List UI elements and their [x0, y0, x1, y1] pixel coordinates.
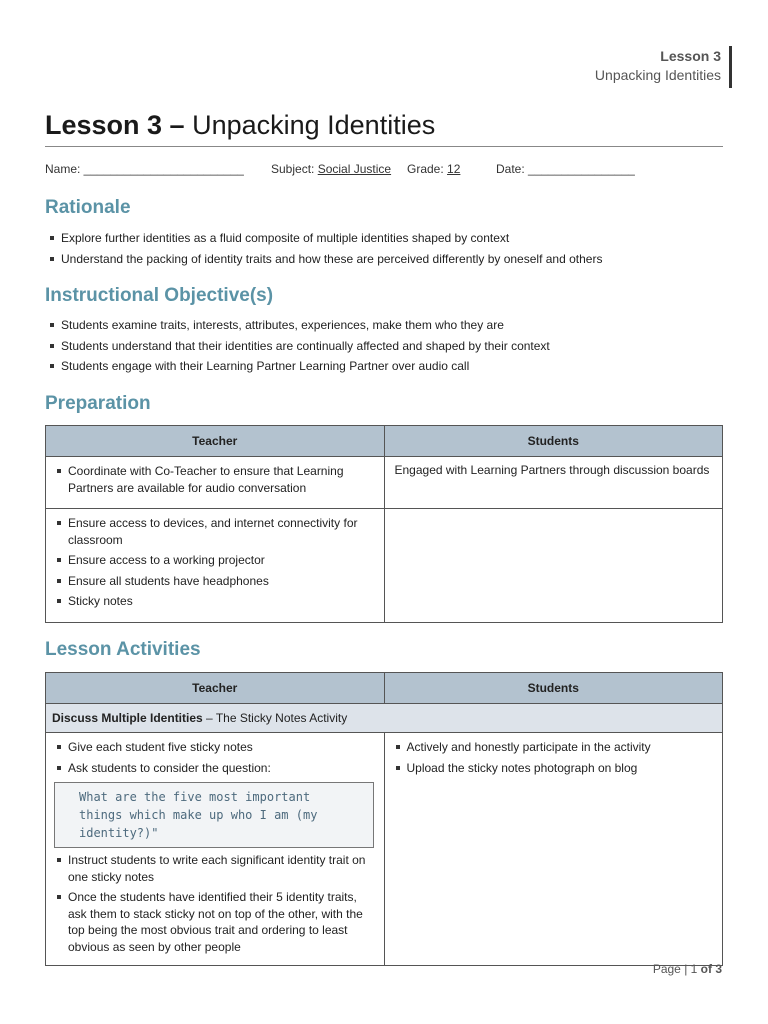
col-students: Students — [384, 673, 723, 704]
list-item: Once the students have identified their 5 identity traits, ask them to stack sticky not on top of the other, with the top being the most obvious trait and ordering to least obvious as seen by other people — [54, 889, 376, 955]
list-item: Upload the sticky notes photograph on blog — [393, 760, 715, 777]
list-item: Instruct students to write each significant identity trait on one sticky notes — [54, 852, 376, 885]
col-teacher: Teacher — [46, 426, 385, 457]
list-item: Ask students to consider the question: — [54, 760, 376, 777]
list-item: Coordinate with Co-Teacher to ensure that Learning Partners are available for audio conversation — [54, 463, 376, 496]
activities-heading: Lesson Activities — [45, 639, 201, 660]
table-row — [46, 733, 723, 966]
activity-subheader: Discuss Multiple Identities – The Sticky Notes Activity — [46, 704, 723, 733]
subject-field: Subject: Social Justice — [271, 162, 392, 176]
cell: Engaged with Learning Partners through discussion boards — [384, 457, 723, 509]
rationale-heading: Rationale — [45, 197, 131, 218]
preparation-table — [45, 425, 723, 623]
table-row — [46, 457, 723, 509]
list-item: Students examine traits, interests, attributes, experiences, make them who they are — [45, 315, 550, 336]
list-item: Ensure access to a working projector — [54, 552, 376, 569]
rationale-list — [45, 228, 602, 269]
running-header — [595, 46, 732, 88]
header-topic: Unpacking Identities — [594, 67, 721, 83]
page-footer: Page | 1 of 3 — [652, 962, 722, 976]
list-item: Explore further identities as a fluid composite of multiple identities shaped by context — [45, 228, 602, 249]
list-item: Understand the packing of identity traits and how these are perceived differently by oneself and others — [45, 249, 602, 270]
list-item: Give each student five sticky notes — [54, 739, 376, 756]
list-item: Ensure all students have headphones — [54, 573, 376, 590]
list-item: Students engage with their Learning Partner Learning Partner over audio call — [45, 356, 550, 377]
name-field: Name: ________________________ — [45, 162, 244, 176]
date-field: Date: ________________ — [496, 162, 635, 176]
list-item: Students understand that their identities are continually affected and shaped by their context — [45, 336, 550, 357]
col-teacher: Teacher — [46, 673, 385, 704]
objectives-heading: Instructional Objective(s) — [45, 285, 274, 306]
col-students: Students — [384, 426, 723, 457]
list-item: Sticky notes — [54, 593, 376, 610]
activities-table — [45, 672, 723, 966]
table-row — [46, 509, 723, 623]
objectives-list — [45, 315, 550, 377]
list-item: Actively and honestly participate in the activity — [393, 739, 715, 756]
page-title: Lesson 3 – Unpacking Identities — [45, 110, 436, 140]
list-item: Ensure access to devices, and internet connectivity for classroom — [54, 515, 376, 548]
header-lesson: Lesson 3 — [660, 48, 721, 64]
preparation-heading: Preparation — [45, 393, 151, 414]
title-rule — [45, 146, 723, 147]
grade-field: Grade: 12 — [407, 162, 461, 176]
question-quote: What are the five most important things which make up who I am (my identity?)" — [54, 782, 374, 848]
